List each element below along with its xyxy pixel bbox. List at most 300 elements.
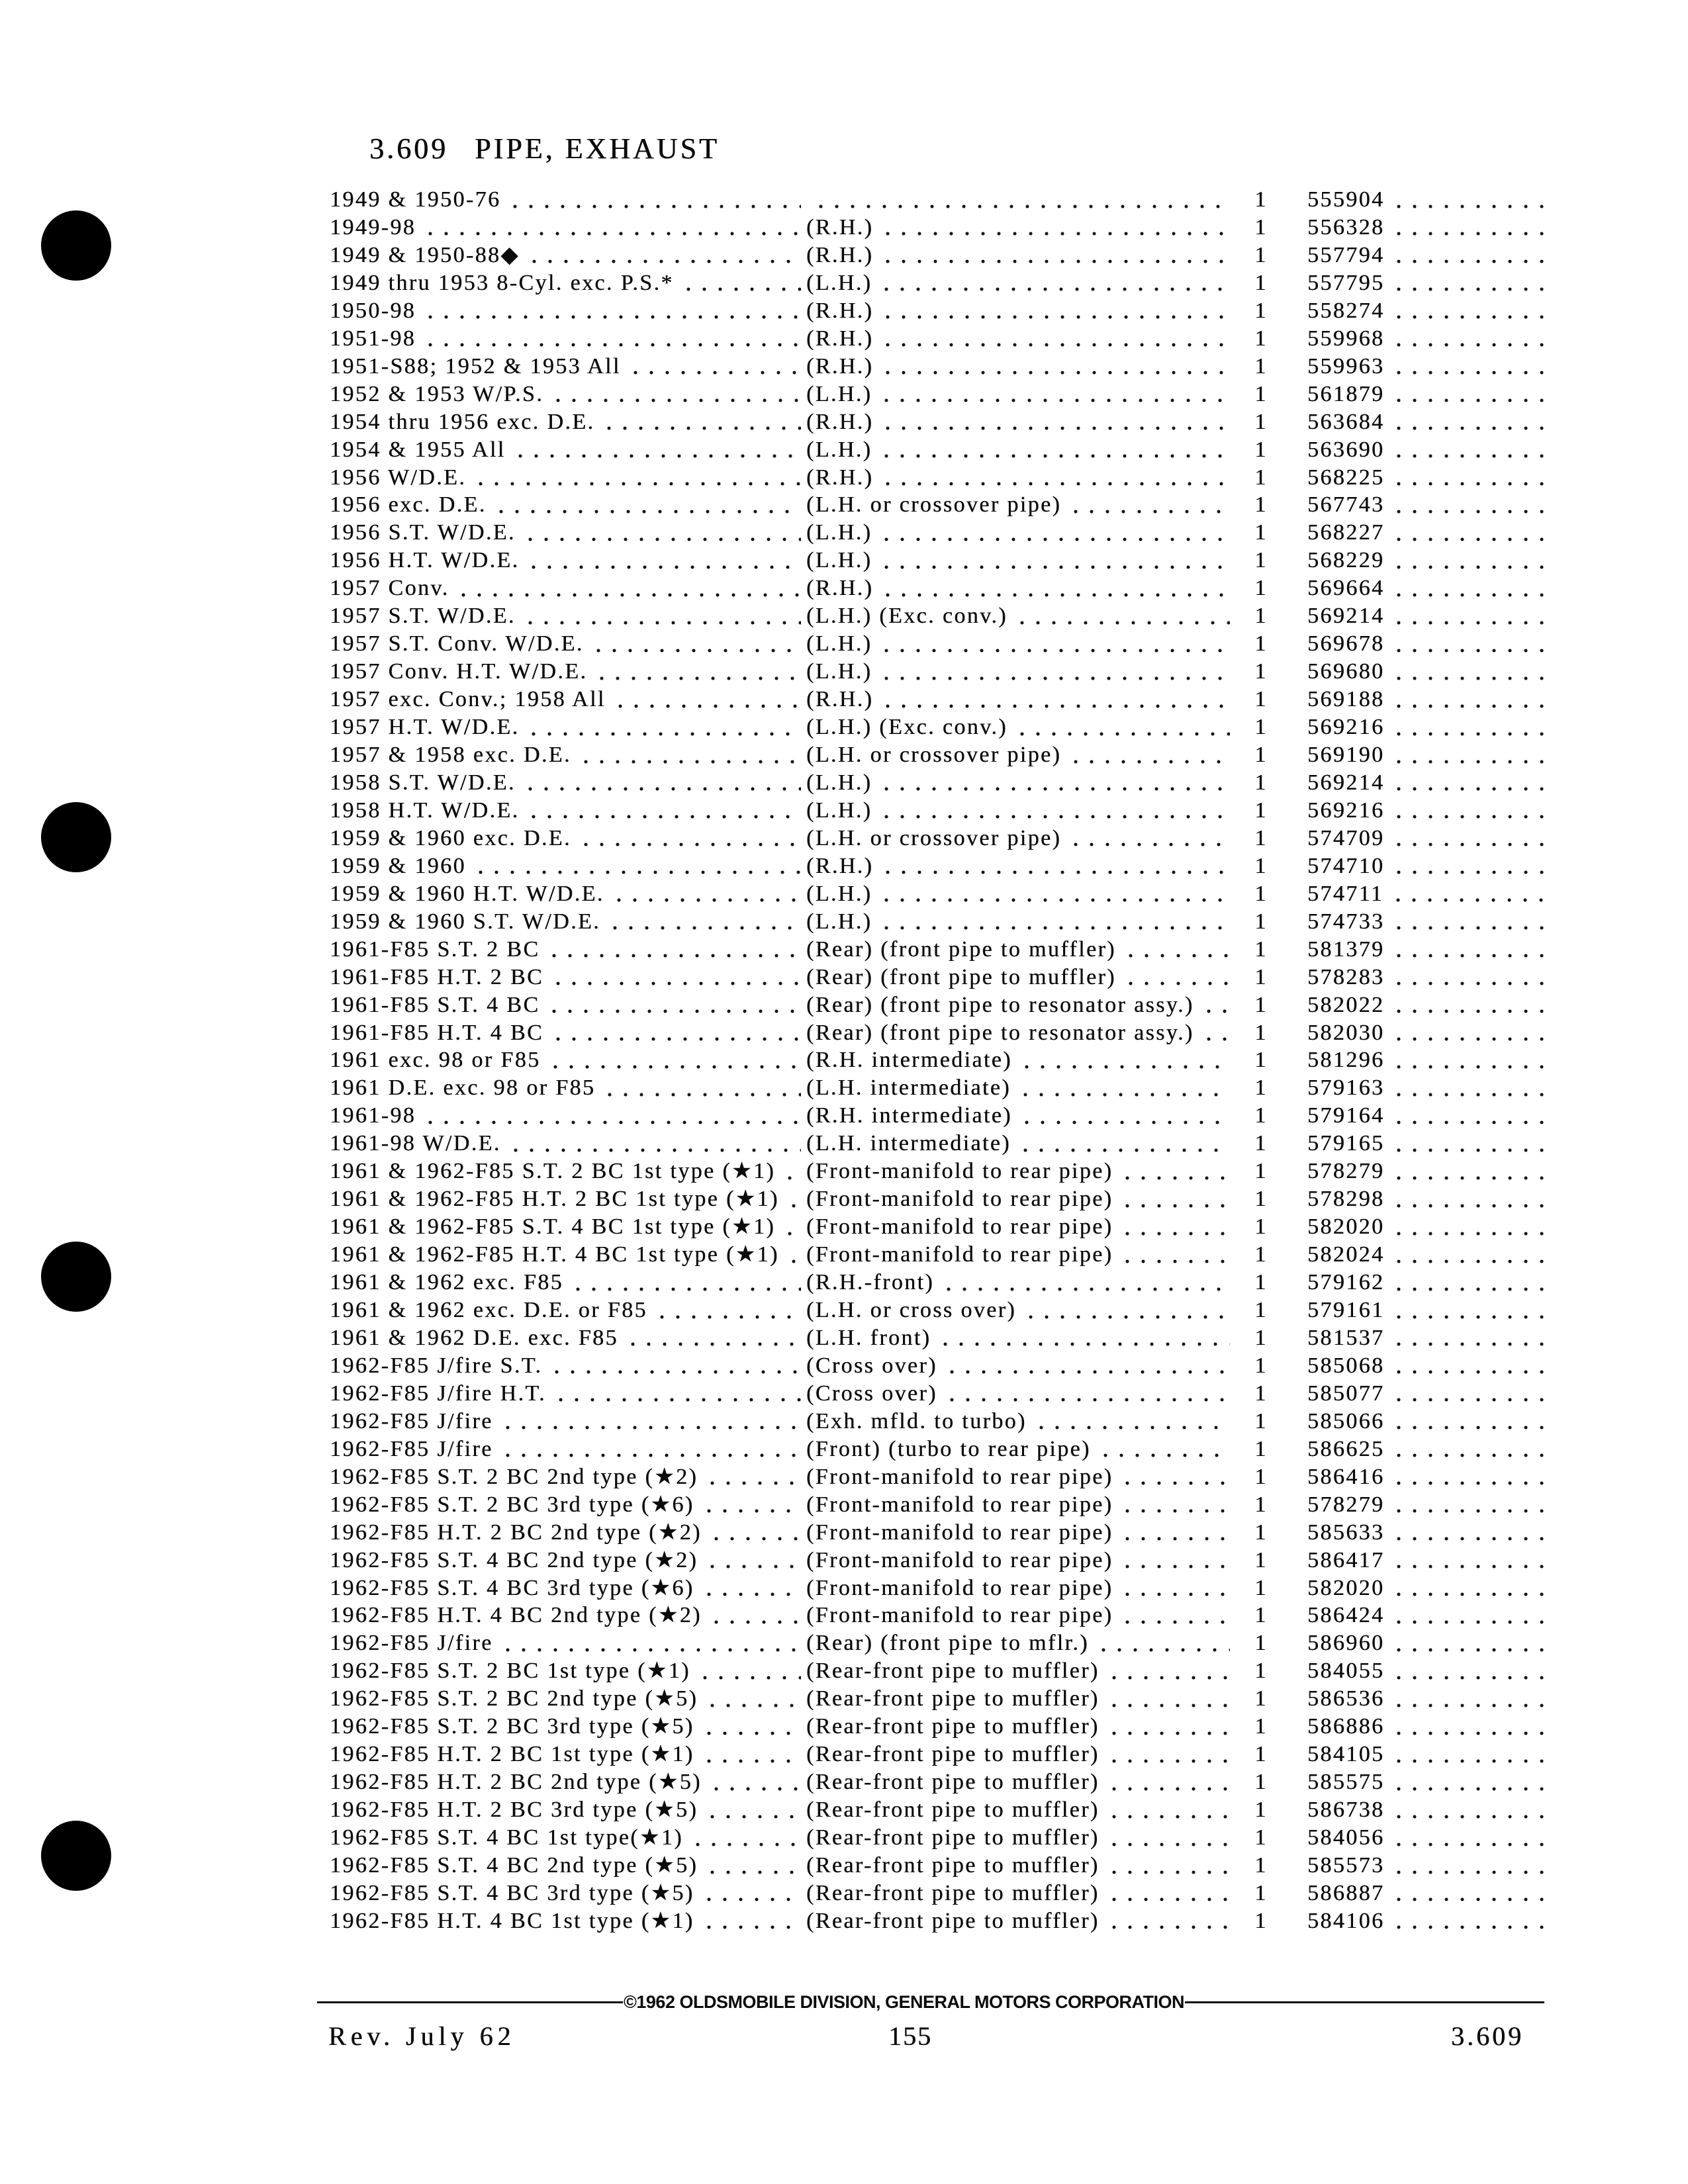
part-number-text: 585573 xyxy=(1307,1853,1385,1878)
description-text: (R.H.) xyxy=(806,409,874,434)
part-number-text: 584056 xyxy=(1307,1825,1385,1850)
part-number-text: 569190 xyxy=(1307,743,1385,767)
dot-leader xyxy=(1391,1102,1544,1130)
dot-leader xyxy=(1391,1130,1544,1158)
part-number-cell xyxy=(1307,825,1544,852)
dot-leader xyxy=(422,214,801,242)
dot-leader xyxy=(878,797,1230,825)
description-cell xyxy=(806,880,1230,908)
dot-leader xyxy=(601,408,801,436)
quantity-cell xyxy=(1241,574,1281,602)
quantity-text: 1 xyxy=(1254,770,1268,795)
part-number-cell xyxy=(1307,325,1544,353)
application-text: 1954 & 1955 All xyxy=(330,437,506,462)
quantity-cell xyxy=(1241,214,1281,242)
dot-leader xyxy=(1119,1185,1230,1213)
part-number-cell xyxy=(1307,1547,1544,1574)
dot-leader xyxy=(1391,1019,1544,1047)
dot-leader xyxy=(880,242,1230,269)
application-text: 1961-98 W/D.E. xyxy=(330,1131,501,1156)
quantity-cell xyxy=(1241,464,1281,492)
part-number-text: 558274 xyxy=(1307,298,1385,323)
part-number-text: 582030 xyxy=(1307,1020,1385,1045)
application-cell xyxy=(330,1657,801,1685)
dot-leader xyxy=(1096,1629,1230,1657)
description-cell xyxy=(806,658,1230,686)
quantity-cell xyxy=(1241,908,1281,936)
description-text: (Rear) (front pipe to muffler) xyxy=(806,964,1116,989)
part-number-text: 585575 xyxy=(1307,1770,1385,1795)
part-number-text: 586536 xyxy=(1307,1686,1385,1711)
part-number-text: 578279 xyxy=(1307,1492,1385,1517)
quantity-text: 1 xyxy=(1254,1298,1268,1322)
description-text: (Rear-front pipe to muffler) xyxy=(806,1659,1100,1684)
dot-leader xyxy=(1119,1519,1230,1547)
description-text: (Front-manifold to rear pipe) xyxy=(806,1464,1113,1489)
quantity-text: 1 xyxy=(1254,465,1268,490)
dot-leader xyxy=(880,325,1230,353)
application-cell xyxy=(330,1297,801,1324)
dot-leader xyxy=(813,186,1230,214)
dot-leader xyxy=(1391,1713,1544,1741)
table-row xyxy=(0,1741,1688,1768)
application-text: 1949 & 1950-88◆ xyxy=(330,242,520,267)
dot-leader xyxy=(625,1324,801,1352)
description-cell xyxy=(806,269,1230,297)
description-text: (L.H.) xyxy=(806,381,872,406)
dot-leader xyxy=(1391,491,1544,519)
description-cell xyxy=(806,1158,1230,1185)
application-text: 1962-F85 H.T. 4 BC 2nd type (★2) xyxy=(330,1603,702,1628)
table-row xyxy=(0,825,1688,852)
description-text: (R.H.) xyxy=(806,298,874,323)
table-row xyxy=(0,1852,1688,1880)
table-row xyxy=(0,936,1688,964)
quantity-cell xyxy=(1241,1629,1281,1657)
application-cell xyxy=(330,797,801,825)
application-text: 1962-F85 S.T. 4 BC 3rd type (★6) xyxy=(330,1575,694,1600)
application-text: 1958 S.T. W/D.E. xyxy=(330,770,516,795)
application-cell xyxy=(330,186,801,214)
quantity-cell xyxy=(1241,686,1281,713)
dot-leader xyxy=(1390,880,1544,908)
description-cell xyxy=(806,936,1230,964)
dot-leader xyxy=(937,1324,1230,1352)
application-cell xyxy=(330,547,801,574)
dot-leader xyxy=(1106,1685,1230,1713)
description-text: (R.H.) xyxy=(806,687,874,712)
dot-leader xyxy=(1391,964,1544,991)
dot-leader xyxy=(1391,658,1544,686)
part-number-cell xyxy=(1307,269,1544,297)
application-cell xyxy=(330,381,801,408)
part-number-text: 586738 xyxy=(1307,1797,1385,1823)
table-row xyxy=(0,519,1688,547)
description-text: (L.H.) xyxy=(806,631,872,657)
description-cell xyxy=(806,1713,1230,1741)
dot-leader xyxy=(1391,381,1544,408)
application-text: 1962-F85 H.T. 2 BC 3rd type (★5) xyxy=(330,1797,698,1823)
application-text: 1951-98 xyxy=(330,326,416,351)
dot-leader xyxy=(500,1629,801,1657)
dot-leader xyxy=(1391,1629,1544,1657)
application-text: 1961 & 1962 exc. F85 xyxy=(330,1270,564,1295)
part-number-text: 569214 xyxy=(1307,770,1385,795)
description-text: (Rear) (front pipe to muffler) xyxy=(806,936,1116,962)
description-text: (Rear-front pipe to muffler) xyxy=(806,1714,1100,1739)
quantity-cell xyxy=(1241,991,1281,1019)
description-cell xyxy=(806,1408,1230,1435)
dot-leader xyxy=(1391,353,1544,381)
application-text: 1959 & 1960 xyxy=(330,853,466,878)
application-cell xyxy=(330,436,801,464)
dot-leader xyxy=(1391,686,1544,713)
quantity-text: 1 xyxy=(1254,1742,1268,1767)
table-row xyxy=(0,1352,1688,1380)
application-cell xyxy=(330,1380,801,1408)
application-text: 1956 exc. D.E. xyxy=(330,492,487,518)
dot-leader xyxy=(1391,741,1544,769)
dot-leader xyxy=(550,964,801,991)
part-number-text: 559968 xyxy=(1307,326,1385,351)
part-number-cell xyxy=(1307,1852,1544,1880)
table-row xyxy=(0,297,1688,325)
dot-leader xyxy=(1391,602,1544,630)
application-text: 1951-S88; 1952 & 1953 All xyxy=(330,353,621,379)
description-text: (L.H.) xyxy=(806,797,872,823)
part-number-text: 578298 xyxy=(1307,1187,1385,1212)
dot-leader xyxy=(708,1602,801,1629)
dot-leader xyxy=(526,242,801,269)
dot-leader xyxy=(878,519,1230,547)
dot-leader xyxy=(1391,1880,1544,1907)
table-row xyxy=(0,1324,1688,1352)
part-number-text: 581296 xyxy=(1307,1048,1385,1073)
part-number-text: 585068 xyxy=(1307,1353,1385,1378)
application-text: 1957 Conv. H.T. W/D.E. xyxy=(330,659,588,684)
part-number-cell xyxy=(1307,297,1544,325)
rule-line-right xyxy=(1185,2001,1544,2003)
dot-leader xyxy=(1391,769,1544,797)
dot-leader xyxy=(594,658,801,686)
quantity-cell xyxy=(1241,1491,1281,1519)
dot-leader xyxy=(1119,1491,1230,1519)
part-number-text: 578279 xyxy=(1307,1159,1385,1184)
dot-leader xyxy=(880,214,1230,242)
application-text: 1961 & 1962 D.E. exc. F85 xyxy=(330,1325,618,1350)
dot-leader xyxy=(1391,797,1544,825)
application-text: 1961 & 1962-F85 H.T. 4 BC 1st type (★1) xyxy=(330,1242,779,1267)
application-text: 1961 & 1962-F85 H.T. 2 BC 1st type (★1) xyxy=(330,1187,779,1212)
quantity-text: 1 xyxy=(1254,1908,1268,1933)
dot-leader xyxy=(1106,1713,1230,1741)
table-row xyxy=(0,686,1688,713)
quantity-cell xyxy=(1241,1547,1281,1574)
description-cell xyxy=(806,741,1230,769)
quantity-cell xyxy=(1241,1574,1281,1602)
part-number-text: 559963 xyxy=(1307,353,1385,379)
application-cell xyxy=(330,464,801,492)
dot-leader xyxy=(878,269,1230,297)
part-number-cell xyxy=(1307,991,1544,1019)
dot-leader xyxy=(526,713,801,741)
application-cell xyxy=(330,325,801,353)
quantity-cell xyxy=(1241,1768,1281,1796)
application-cell xyxy=(330,630,801,658)
dot-leader xyxy=(944,1352,1230,1380)
dot-leader xyxy=(1391,1574,1544,1602)
quantity-cell xyxy=(1241,1352,1281,1380)
description-cell xyxy=(806,464,1230,492)
part-number-text: 574710 xyxy=(1307,853,1385,878)
part-number-cell xyxy=(1307,1574,1544,1602)
part-number-cell xyxy=(1307,1102,1544,1130)
description-cell xyxy=(806,381,1230,408)
part-number-text: 586960 xyxy=(1307,1631,1385,1656)
footer-section-number: 3.609 xyxy=(1451,2021,1524,2051)
quantity-text: 1 xyxy=(1254,1270,1268,1295)
description-cell xyxy=(806,713,1230,741)
application-text: 1956 W/D.E. xyxy=(330,465,467,490)
quantity-cell xyxy=(1241,1907,1281,1935)
dot-leader xyxy=(1033,1408,1230,1435)
dot-leader xyxy=(704,1852,801,1880)
quantity-text: 1 xyxy=(1254,242,1268,267)
dot-leader xyxy=(512,436,801,464)
table-row xyxy=(0,242,1688,269)
description-text: (L.H.) xyxy=(806,437,872,462)
part-number-text: 563690 xyxy=(1307,437,1385,462)
table-row xyxy=(0,797,1688,825)
table-row xyxy=(0,214,1688,242)
description-cell xyxy=(806,1491,1230,1519)
quantity-text: 1 xyxy=(1254,492,1268,518)
description-cell xyxy=(806,991,1230,1019)
quantity-text: 1 xyxy=(1254,936,1268,962)
application-cell xyxy=(330,1685,801,1713)
part-number-cell xyxy=(1307,1824,1544,1852)
quantity-cell xyxy=(1241,519,1281,547)
table-row xyxy=(0,186,1688,214)
dot-leader xyxy=(578,825,801,852)
table-row xyxy=(0,1408,1688,1435)
table-row xyxy=(0,547,1688,574)
quantity-text: 1 xyxy=(1254,1353,1268,1378)
table-row xyxy=(0,1241,1688,1269)
part-number-text: 586424 xyxy=(1307,1603,1385,1628)
part-number-cell xyxy=(1307,1297,1544,1324)
table-row xyxy=(0,1657,1688,1685)
application-text: 1959 & 1960 S.T. W/D.E. xyxy=(330,909,601,934)
table-row xyxy=(0,713,1688,741)
part-number-text: 586416 xyxy=(1307,1464,1385,1489)
dot-leader xyxy=(1106,1657,1230,1685)
dot-leader xyxy=(1391,1547,1544,1574)
dot-leader xyxy=(1391,1158,1544,1185)
application-text: 1957 S.T. W/D.E. xyxy=(330,604,516,629)
dot-leader xyxy=(690,1824,801,1852)
description-cell xyxy=(806,602,1230,630)
dot-leader xyxy=(1391,713,1544,741)
quantity-cell xyxy=(1241,1158,1281,1185)
dot-leader xyxy=(1106,1768,1230,1796)
application-text: 1962-F85 J/fire H.T. xyxy=(330,1381,546,1406)
table-row xyxy=(0,1046,1688,1074)
quantity-cell xyxy=(1241,1297,1281,1324)
quantity-cell xyxy=(1241,825,1281,852)
description-text: (Rear) (front pipe to resonator assy.) xyxy=(806,1020,1194,1045)
dot-leader xyxy=(1391,1408,1544,1435)
part-number-text: 569664 xyxy=(1307,576,1385,601)
part-number-text: 568225 xyxy=(1307,465,1385,490)
part-number-text: 557794 xyxy=(1307,242,1385,267)
dot-leader xyxy=(1119,1463,1230,1491)
quantity-text: 1 xyxy=(1254,1603,1268,1628)
application-text: 1957 exc. Conv.; 1958 All xyxy=(330,687,606,712)
dot-leader xyxy=(1391,936,1544,964)
part-number-cell xyxy=(1307,602,1544,630)
application-cell xyxy=(330,214,801,242)
description-text: (Rear-front pipe to muffler) xyxy=(806,1742,1100,1767)
table-row xyxy=(0,1574,1688,1602)
quantity-cell xyxy=(1241,1435,1281,1463)
part-number-cell xyxy=(1307,1657,1544,1685)
dot-leader xyxy=(1391,1074,1544,1102)
dot-leader xyxy=(1019,1102,1230,1130)
part-number-cell xyxy=(1307,1074,1544,1102)
application-text: 1962-F85 J/fire S.T. xyxy=(330,1353,543,1378)
application-cell xyxy=(330,964,801,991)
application-cell xyxy=(330,353,801,381)
part-number-cell xyxy=(1307,242,1544,269)
dot-leader xyxy=(500,1435,801,1463)
part-number-text: 557795 xyxy=(1307,270,1385,295)
part-number-cell xyxy=(1307,1907,1544,1935)
quantity-text: 1 xyxy=(1254,659,1268,684)
application-text: 1961-98 xyxy=(330,1103,416,1128)
description-cell xyxy=(806,297,1230,325)
description-cell xyxy=(806,908,1230,936)
part-number-cell xyxy=(1307,1602,1544,1629)
dot-leader xyxy=(1391,1185,1544,1213)
part-number-text: 586625 xyxy=(1307,1436,1385,1461)
copyright-rule xyxy=(317,1990,1544,2014)
quantity-text: 1 xyxy=(1254,1520,1268,1545)
dot-leader xyxy=(612,686,801,713)
quantity-cell xyxy=(1241,1657,1281,1685)
application-cell xyxy=(330,1629,801,1657)
part-number-text: 586417 xyxy=(1307,1547,1385,1572)
quantity-cell xyxy=(1241,1241,1281,1269)
application-cell xyxy=(330,1046,801,1074)
dot-leader xyxy=(1391,297,1544,325)
quantity-cell xyxy=(1241,1852,1281,1880)
quantity-text: 1 xyxy=(1254,187,1268,212)
revision-date: Rev. July 62 xyxy=(328,2021,516,2051)
part-number-text: 569188 xyxy=(1307,687,1385,712)
part-number-cell xyxy=(1307,769,1544,797)
dot-leader xyxy=(1391,825,1544,852)
description-text: (L.H. or crossover pipe) xyxy=(806,825,1062,850)
part-number-cell xyxy=(1307,1324,1544,1352)
part-number-cell xyxy=(1307,1629,1544,1657)
application-cell xyxy=(330,769,801,797)
dot-leader xyxy=(607,908,801,936)
application-cell xyxy=(330,1796,801,1824)
application-text: 1950-98 xyxy=(330,298,416,323)
application-cell xyxy=(330,297,801,325)
table-row xyxy=(0,1491,1688,1519)
application-cell xyxy=(330,1824,801,1852)
dot-leader xyxy=(1391,269,1544,297)
description-text: (Rear-front pipe to muffler) xyxy=(806,1770,1100,1795)
quantity-text: 1 xyxy=(1254,548,1268,573)
quantity-cell xyxy=(1241,1408,1281,1435)
application-cell xyxy=(330,408,801,436)
application-text: 1956 H.T. W/D.E. xyxy=(330,548,520,573)
table-row xyxy=(0,1796,1688,1824)
application-text: 1962-F85 S.T. 4 BC 3rd type (★5) xyxy=(330,1880,694,1905)
quantity-cell xyxy=(1241,1185,1281,1213)
part-number-cell xyxy=(1307,1768,1544,1796)
dot-leader xyxy=(1123,964,1230,991)
description-cell xyxy=(806,547,1230,574)
quantity-cell xyxy=(1241,741,1281,769)
quantity-cell xyxy=(1241,1880,1281,1907)
description-cell xyxy=(806,797,1230,825)
dot-leader xyxy=(1019,1046,1230,1074)
dot-leader xyxy=(546,936,801,964)
quantity-text: 1 xyxy=(1254,409,1268,434)
dot-leader xyxy=(880,353,1230,381)
table-row xyxy=(0,991,1688,1019)
application-text: 1962-F85 S.T. 2 BC 1st type (★1) xyxy=(330,1659,690,1684)
dot-leader xyxy=(1391,908,1544,936)
application-cell xyxy=(330,242,801,269)
application-text: 1961 & 1962-F85 S.T. 2 BC 1st type (★1) xyxy=(330,1159,776,1184)
application-text: 1957 Conv. xyxy=(330,576,449,601)
application-text: 1957 S.T. Conv. W/D.E. xyxy=(330,631,584,657)
quantity-text: 1 xyxy=(1254,298,1268,323)
quantity-text: 1 xyxy=(1254,1214,1268,1240)
dot-leader xyxy=(1119,1547,1230,1574)
part-number-cell xyxy=(1307,1019,1544,1047)
quantity-text: 1 xyxy=(1254,1492,1268,1517)
application-cell xyxy=(330,269,801,297)
description-text: (L.H.) xyxy=(806,520,872,545)
table-row xyxy=(0,408,1688,436)
description-cell xyxy=(806,1741,1230,1768)
description-cell xyxy=(806,1213,1230,1241)
quantity-cell xyxy=(1241,1824,1281,1852)
dot-leader xyxy=(878,547,1230,574)
dot-leader xyxy=(697,1657,801,1685)
description-cell xyxy=(806,852,1230,880)
dot-leader xyxy=(1391,186,1544,214)
quantity-text: 1 xyxy=(1254,1825,1268,1850)
quantity-text: 1 xyxy=(1254,1714,1268,1739)
part-number-cell xyxy=(1307,1158,1544,1185)
part-number-text: 555904 xyxy=(1307,187,1385,212)
description-text: (Exh. mfld. to turbo) xyxy=(806,1408,1027,1433)
dot-leader xyxy=(708,1768,801,1796)
part-number-text: 579163 xyxy=(1307,1075,1385,1101)
part-number-cell xyxy=(1307,880,1544,908)
application-text: 1949-98 xyxy=(330,214,416,240)
application-cell xyxy=(330,1463,801,1491)
application-text: 1962-F85 H.T. 2 BC 1st type (★1) xyxy=(330,1742,694,1767)
description-cell xyxy=(806,1435,1230,1463)
